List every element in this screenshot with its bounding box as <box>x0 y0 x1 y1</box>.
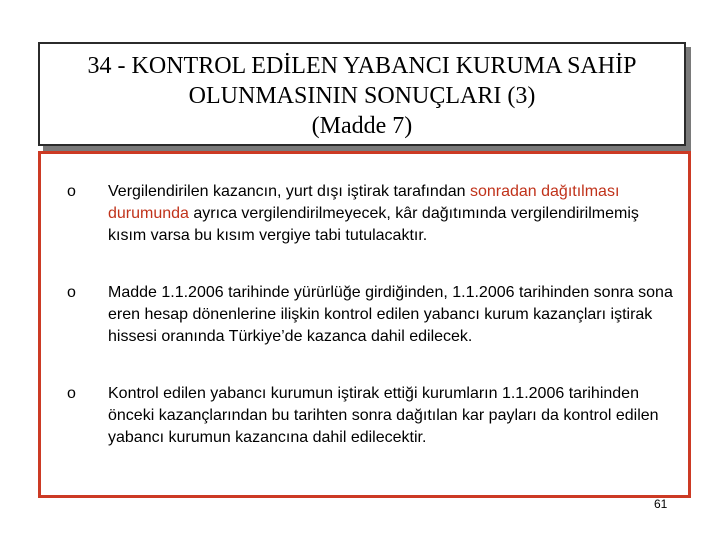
bullet-text-plain: ayrıca vergilendirilmeyecek, kâr dağıtımında vergilendirilmemiş kısım varsa bu kısım vergiye tabi tutulacaktır. <box>108 205 639 244</box>
slide-title-line-3: (Madde 7) <box>311 113 413 139</box>
bullet-text-3: Kontrol edilen yabancı kurumun iştirak ettiği kurumların 1.1.2006 tarihinden önceki kazançlarından bu tarihten sonra dağıtılan kar payları da kontrol edilen yabancı kurumun kazancına dahil edilecektir. <box>108 385 659 446</box>
content-box <box>38 151 691 498</box>
bullet-text-2: Madde 1.1.2006 tarihinde yürürlüğe girdiğinden, 1.1.2006 tarihinden sonra sona eren hesap dönenlerine ilişkin kontrol edilen yabancı kurum kazançları iştirak hissesi oranında Türkiye’de kazanca dahil edilecek. <box>108 284 673 345</box>
slide-title-line-1: 34 - KONTROL EDİLEN YABANCI KURUMA SAHİP <box>87 53 637 79</box>
bullet-text-plain: Vergilendirilen kazancın, yurt dışı iştirak tarafından <box>108 183 470 200</box>
bullet-text-highlight: sonradan dağıtılması durumunda <box>108 183 620 222</box>
slide-title-line-2: OLUNMASININ SONUÇLARI (3) <box>188 83 536 109</box>
bullet-marker: o <box>67 385 76 402</box>
page-number: 61 <box>654 497 668 511</box>
slide-title-box <box>38 42 686 146</box>
bullet-marker: o <box>67 284 76 301</box>
bullet-marker: o <box>67 183 76 200</box>
bullet-text-1 <box>108 181 678 247</box>
